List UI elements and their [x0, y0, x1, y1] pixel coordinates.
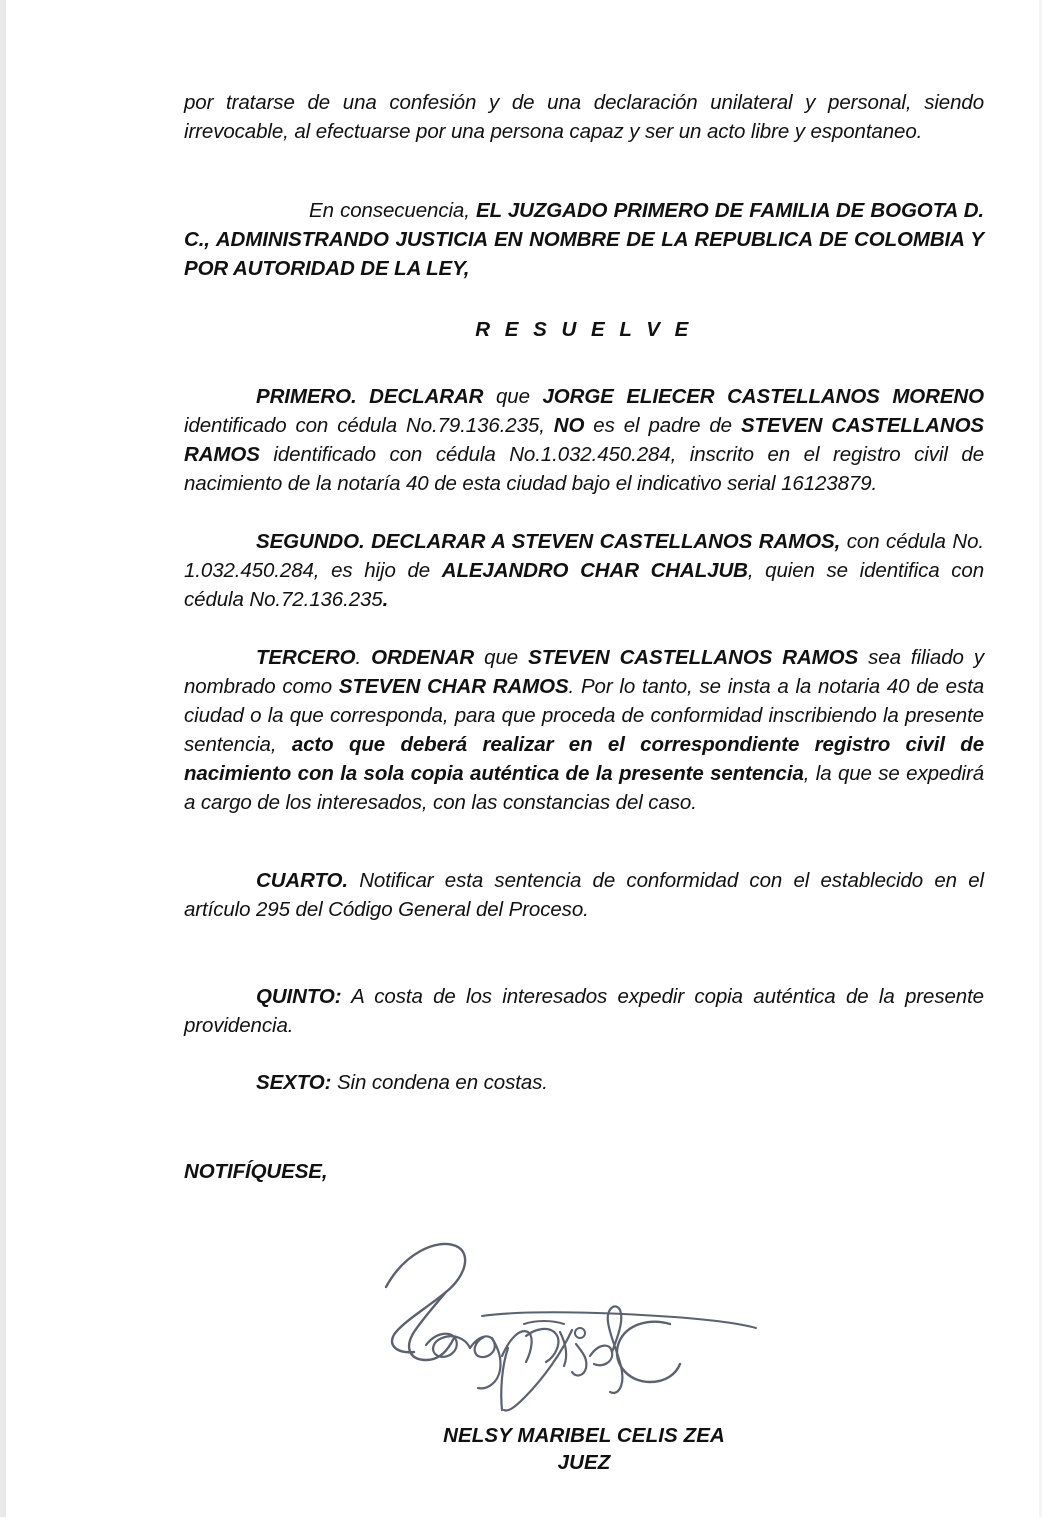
signer-name: NELSY MARIBEL CELIS ZEA	[443, 1424, 725, 1447]
consequence-paragraph	[184, 196, 984, 283]
ruling-segundo-name-father: ALEJANDRO CHAR CHALJUB	[441, 559, 748, 582]
ruling-quinto-t1: A costa de los interesados expedir copia auténtica de la presente providencia.	[184, 985, 984, 1037]
ruling-sexto-label: SEXTO:	[256, 1071, 332, 1094]
intro-paragraph	[184, 88, 984, 146]
ruling-primero-name-child: STEVEN CASTELLANOS RAMOS	[184, 414, 984, 466]
ruling-sexto-t1: Sin condena en costas.	[331, 1071, 548, 1094]
ruling-cuarto	[184, 866, 984, 924]
signer-title: JUEZ	[557, 1451, 611, 1474]
ruling-primero-name-father: JORGE ELIECER CASTELLANOS MORENO	[542, 385, 984, 408]
ruling-primero-t1: que	[483, 385, 543, 408]
ruling-tercero	[184, 643, 984, 817]
intro-paragraph-text: por tratarse de una confesión y de una declaración unilateral y personal, siendo irrevocable, al efectuarse por una persona capaz y ser un acto libre y espontaneo.	[184, 91, 984, 143]
ruling-primero	[184, 382, 984, 498]
ruling-tercero-t2: sea filiado y nombrado como	[184, 646, 984, 698]
ruling-segundo-t1: con cédula No. 1.032.450.284, es hijo de	[184, 530, 985, 582]
ruling-tercero-name-new: STEVEN CHAR RAMOS	[338, 675, 569, 698]
ruling-primero-negation: NO	[553, 414, 585, 437]
ruling-tercero-t0: .	[355, 646, 372, 669]
ruling-tercero-name-current: STEVEN CASTELLANOS RAMOS	[528, 646, 859, 669]
ruling-sexto	[184, 1068, 984, 1097]
signature-block	[184, 1232, 984, 1417]
ruling-tercero-t3: . Por lo tanto, se insta a la notaria 40 de esta ciudad o la que corresponda, para que proceda de conformidad inscribiendo la presente sentencia,	[184, 675, 984, 756]
ruling-tercero-verb: ORDENAR	[371, 646, 475, 669]
court-declaration-text: EL JUZGADO PRIMERO DE FAMILIA DE BOGOTA D. C., ADMINISTRANDO JUSTICIA EN NOMBRE DE LA REPUBLICA DE COLOMBIA Y POR AUTORIDAD DE LA LEY,	[184, 199, 984, 280]
ruling-primero-t2: identificado con cédula No.79.136.235,	[184, 414, 554, 437]
ruling-primero-label: PRIMERO. DECLARAR	[256, 385, 484, 408]
ruling-quinto	[184, 982, 984, 1040]
ruling-primero-t4: identificado con cédula No.1.032.450.284, inscrito en el registro civil de nacimiento de la notaría 40 de esta ciudad bajo el indicativo serial 16123879.	[184, 443, 984, 495]
ruling-tercero-label: TERCERO	[256, 646, 356, 669]
ruling-segundo-t2: , quien se identifica con cédula No.72.136.235	[184, 559, 985, 611]
resuelve-heading: R E S U E L V E	[475, 318, 693, 341]
ruling-segundo	[184, 527, 984, 614]
ruling-cuarto-label: CUARTO.	[256, 869, 348, 892]
consequence-lead-in: En consecuencia,	[309, 199, 477, 222]
notifiquese-text: NOTIFÍQUESE,	[184, 1160, 328, 1183]
ruling-primero-t3: es el padre de	[584, 414, 741, 437]
ruling-tercero-t1: que	[474, 646, 529, 669]
ruling-quinto-label: QUINTO:	[256, 985, 342, 1008]
ruling-segundo-label: SEGUNDO. DECLARAR A STEVEN CASTELLANOS RAMOS,	[256, 530, 841, 553]
ruling-cuarto-t1: Notificar esta sentencia de conformidad con el establecido en el artículo 295 del Código General del Proceso.	[184, 869, 984, 921]
ruling-segundo-t3: .	[382, 588, 389, 611]
ruling-tercero-t4: , la que se expedirá a cargo de los interesados, con las constancias del caso.	[184, 762, 984, 814]
handwritten-signature-icon	[374, 1232, 794, 1417]
ruling-tercero-bold-clause: acto que deberá realizar en el correspondiente registro civil de nacimiento con la sola copia auténtica de la presente sentencia	[184, 733, 985, 785]
